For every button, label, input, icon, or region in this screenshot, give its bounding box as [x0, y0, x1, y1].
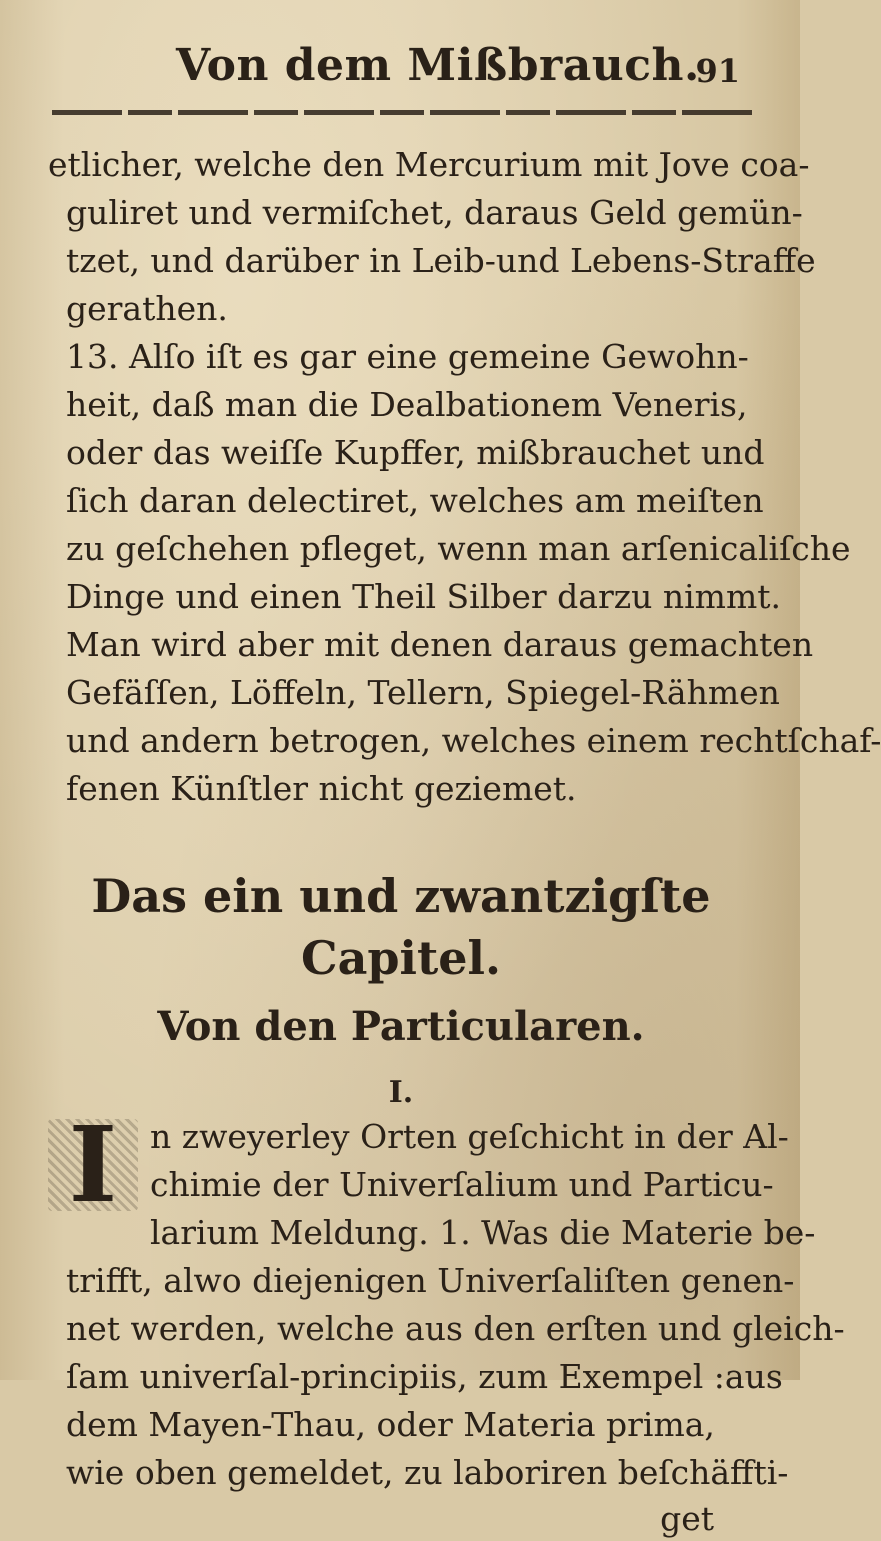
text-line: fenen Künſtler nicht geziemet. [66, 769, 577, 808]
paragraph-1 [48, 1103, 845, 1541]
text-line: net werden, welche aus den erſten und gleich- [66, 1309, 845, 1348]
text-line: larium Meldung. 1. Was die Materie be- [150, 1213, 816, 1252]
text-line: gerathen. [66, 289, 228, 328]
text-line: dem Mayen-Thau, oder Materia prima, [66, 1405, 715, 1444]
text-line: tzet, und darüber in Leib-und Lebens-Straffe [66, 241, 816, 280]
text-line: ſam univerſal-principiis, zum Exempel :aus [66, 1357, 783, 1396]
paragraph-continuation [48, 141, 816, 333]
header-rule [52, 110, 754, 115]
text-line: 13. Alſo iſt es gar eine gemeine Gewohn- [66, 337, 749, 376]
text-line: guliret und vermiſchet, daraus Geld gemün- [66, 193, 803, 232]
paragraph-13 [48, 333, 881, 813]
catchword: get [660, 1499, 714, 1538]
text-line: oder das weiſſe Kupffer, mißbrauchet und [66, 433, 765, 472]
running-head [48, 28, 754, 92]
text-line: n zweyerley Orten geſchicht in der Al- [150, 1117, 789, 1156]
page-number: 91 [695, 52, 740, 90]
text-line: trifft, alwo diejenigen Univerſaliſten genen- [66, 1261, 795, 1300]
chapter-subtitle: Von den Particularen. [157, 1003, 645, 1050]
text-line: heit, daß man die Dealbationem Veneris, [66, 385, 748, 424]
text-line: chimie der Univerſalium und Particu- [150, 1165, 774, 1204]
text-line: Man wird aber mit denen daraus gemachten [66, 625, 814, 664]
running-title: Von dem Mißbrauch. [176, 40, 700, 91]
text-line: und andern betrogen, welches einem rechtſchaf- [66, 721, 881, 760]
text-line: ſich daran delectiret, welches am meiſten [66, 481, 764, 520]
text-line: etlicher, welche den Mercurium mit Jove coa- [48, 145, 810, 184]
section-number: I. [388, 1075, 414, 1110]
text-line: zu geſchehen pfleget, wenn man arſenicaliſche [66, 529, 851, 568]
text-line: wie oben gemeldet, zu laboriren beſchäffti- [66, 1453, 789, 1492]
chapter-title: Das ein und zwantzigſte Capitel. [91, 869, 711, 985]
text-line: Gefäſſen, Löffeln, Tellern, Spiegel-Rähmen [66, 673, 780, 712]
text-line: Dinge und einen Theil Silber darzu nimmt. [66, 577, 782, 616]
drop-cap-initial: I [48, 1119, 138, 1211]
